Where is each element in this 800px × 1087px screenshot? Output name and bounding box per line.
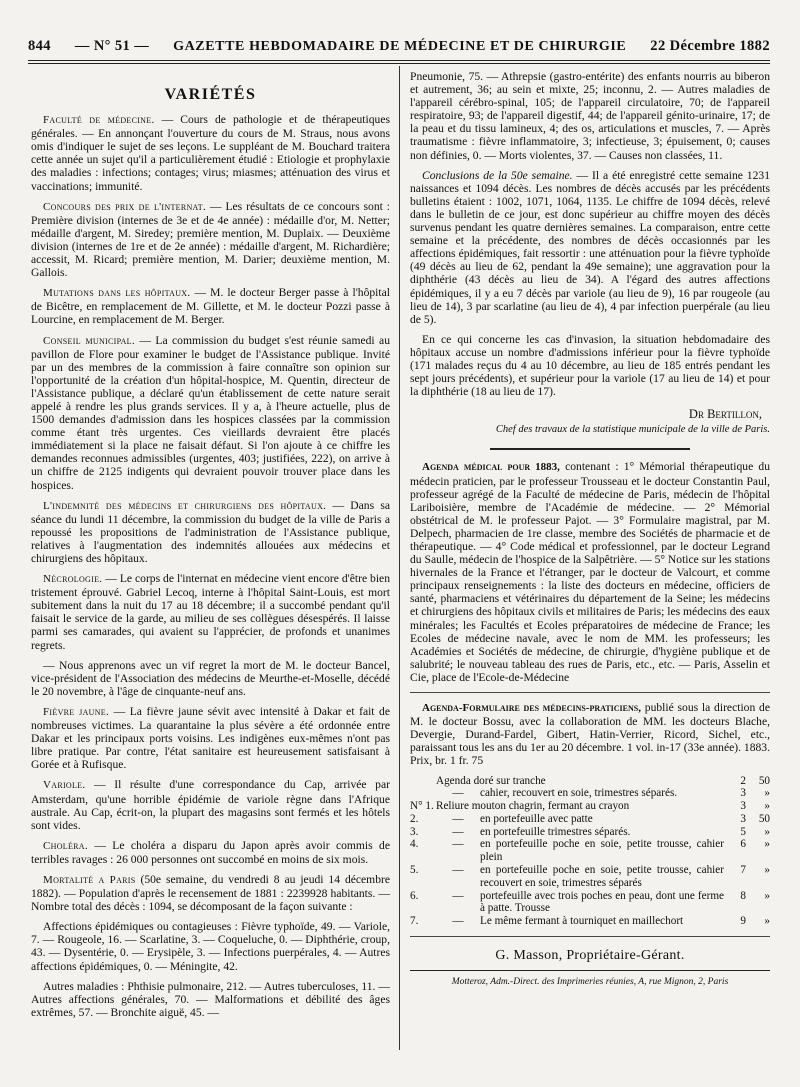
paragraph-concours: Concours des prix de l'internat. — Les résultats de ce concours sont : Première division (internes de 3e et de 4e année) : médaille d'or, M. Netter; médaille d'argent, M. Siredey; première mention, M. Duplaix. — Deuxième division (internes de 1re et de 2e année) : médaille d'argent, M. Richardière; accessit, M. Ricard; première mention, M. Darier; deuxième mention, M. Gallois. <box>31 199 390 280</box>
price-dash: — <box>452 825 464 838</box>
price-dash: — <box>452 915 464 928</box>
price-c: » <box>764 864 770 877</box>
price-no <box>410 775 436 788</box>
price-no: 4. <box>410 838 419 851</box>
price-c: 50 <box>758 774 770 787</box>
price-row <box>410 787 770 800</box>
heading-necrologie: Nécrologie. <box>43 573 103 586</box>
price-dash: — <box>452 787 464 800</box>
price-row <box>410 775 770 788</box>
heading-mutations: Mutations dans les hôpitaux. <box>43 287 191 300</box>
paragraph-pneumonie: Pneumonie, 75. — Athrepsie (gastro-entérite) des enfants nourris au biberon et autrement, 36; au sein et mixte, 25; inconnu, 2. — Autres maladies de l'appareil cérébro-spinal, 105; de l'appareil circulatoire, 70; de l'appareil respiratoire, 93; de l'appareil digestif, 44; de l'appareil génito-urinaire, 17; de la peau et du tissu lamineux, 4; des os, articulations et muscles, 7. — Après traumatisme : fièvre inflammatoire, 3; infectieuse, 3; épuisement, 0; causes non définies, 0. — Morts violentes, 37. — Causes non classées, 11. <box>410 70 770 162</box>
price-p: 9 <box>740 915 746 928</box>
agenda-divider <box>410 692 770 693</box>
heading-conseil: Conseil municipal. <box>43 334 135 347</box>
price-desc: cahier, recouvert en soie, trimestres séparés. <box>480 787 678 800</box>
price-dash: — <box>452 812 464 825</box>
paragraph-mortalite: Mortalité a Paris (50e semaine, du vendredi 8 au jeudi 14 décembre 1882). — Population d'après le recensement de 1881 : 2239928 habitants. — Nombre total des décès : 1094, se décomposant de la façon suivante : <box>31 872 390 914</box>
price-no <box>410 787 436 800</box>
price-p: 2 <box>740 774 746 787</box>
price-c: » <box>764 889 770 902</box>
signature-title: Chef des travaux de la statistique municipale de la ville de Paris. <box>495 424 770 436</box>
paragraph-faculte: Faculté de médecine. — Cours de pathologie et de thérapeutiques générales. — En annonçant l'ouverture du cours de M. Straus, nous avons omis d'indiquer le sujet de ses leçons. Le suppléant de M. Bouchard traitera cette année un sujet qu'il a particulièrement étudié : Etiologie et prophylaxie des maladies : infections; contages; virus; miasmes; atténuation des virus et vaccinations; immunité. <box>31 113 390 193</box>
price-c: » <box>764 787 770 800</box>
paragraph-necrologie: Nécrologie. — Le corps de l'internat en médecine vient encore d'être bien tristement éprouvé. Gabriel Lecoq, interne à l'hôpital Saint-Louis, est mort subitement dans la nuit du 17 au 18 décembre; il a succombé pendant qu'il faisait le service de la garde, au milieu de ses collègues désespérés. Il laisse parmi ses camarades, qui avaient su l'apprécier, de profonds et unanimes regrets. <box>31 572 390 652</box>
header-rule-top <box>28 60 770 61</box>
column-divider <box>399 66 400 1050</box>
section-title: VARIÉTÉS <box>164 86 257 103</box>
price-desc: en portefeuille trimestres séparés. <box>480 825 631 838</box>
price-p: 5 <box>740 825 746 838</box>
paragraph-cholera: Choléra. — Le choléra a disparu du Japon après avoir commis de terribles ravages : 26 000 personnes ont succombé en moins de six mois. <box>31 838 390 866</box>
price-desc: en portefeuille poche en soie, petite trousse, cahier recouvert en soie, trimestres séparés <box>480 864 724 889</box>
price-dash: — <box>452 838 464 851</box>
paragraph-agenda-formulaire: Agenda-Formulaire des médecins-praticiens, publié sous la direction de M. le docteur Bossu, avec la collaboration de MM. les docteurs Blache, Devergie, Durand-Fardel, Gibert, Hatin-Verrier, Ricord, Sichel, etc., paraissant tous les ans du 1er au 20 décembre. 1 vol. in-17 (33e année). 1883. Prix, br. 1 fr. 75 <box>410 701 770 768</box>
price-c: » <box>764 800 770 813</box>
heading-indemnite: L'indemnité des médecins et chirurgiens des hôpitaux. <box>43 499 327 512</box>
price-c: » <box>764 825 770 838</box>
left-column <box>31 70 390 1026</box>
paragraph-affections: Affections épidémiques ou contagieuses : Fièvre typhoïde, 49. — Variole, 7. — Rougeole, 16. — Scarlatine, 3. — Coqueluche, 0. — Diphthérie, croup, 43. — Dysentérie, 0. — Erysipèle, 3. — Infections puerpérales, 4. — Autres affections épidémiques, 0. — Méningite, 42. <box>31 920 390 973</box>
heading-agenda-formulaire: Agenda-Formulaire des médecins-praticiens, <box>422 702 641 715</box>
right-column <box>410 70 770 989</box>
heading-mortalite: Mortalité a Paris <box>43 873 136 886</box>
price-no: N° 1. <box>410 800 434 813</box>
price-no: 3. <box>410 825 419 838</box>
price-row <box>410 826 770 839</box>
price-row <box>410 838 770 864</box>
header-rule-bottom <box>28 63 770 64</box>
heading-conclusions: Conclusions de la 50e semaine. <box>422 168 573 182</box>
price-row <box>410 864 770 890</box>
price-row <box>410 890 770 916</box>
paragraph-conseil: Conseil municipal. — La commission du budget s'est réunie samedi au pavillon de Flore pour examiner le budget de l'Assistance publique. Invité par un des membres de la commission à faire connaître son opinion sur l'opportunité de la création d'un hôpital-hospice, M. Quentin, directeur de l'Assistance publique, a déclaré qu'un établissement de cette nature serait appelé à rendre les plus grands services. Il y a, à l'heure actuelle, plus de 1500 demandes d'admission dans les hospices classées par la commission comme étant très urgentes. Ces vieillards devraient être placés immédiatement si la place ne faisait défaut. Si l'on ajoute à ce chiffre les demandes reconnues admissibles (urgentes, 403; justifiées, 222), on arrive à un chiffre de 2125 indigents qui devraient pouvoir trouver place dans les hospices. <box>31 333 390 492</box>
journal-title: GAZETTE HEBDOMADAIRE DE MÉDECINE ET DE CHIRURGIE <box>173 39 627 54</box>
price-row <box>410 915 770 928</box>
heading-agenda-medical: Agenda médical pour 1883, <box>422 461 560 474</box>
price-no: 5. <box>410 864 419 877</box>
heading-cholera: Choléra. <box>43 839 88 852</box>
price-dash: — <box>452 889 464 902</box>
paragraph-fievre-jaune: Fièvre jaune. — La fièvre jaune sévit avec intensité à Dakar et fait de nombreuses victimes. La quarantaine la plus sévère a été ordonnée entre Dakar et les principaux ports voisins. Les indigènes eux-mêmes n'ont pas libre pratique. Par contre, l'état sanitaire est heureusement satisfaisant à Gorée et à Rufisque. <box>31 704 391 772</box>
price-c: » <box>764 915 770 928</box>
publisher-signature: G. Masson, Propriétaire-Gérant. <box>495 948 685 964</box>
heading-fievre-jaune: Fièvre jaune. <box>43 705 110 718</box>
price-p: 7 <box>740 864 746 877</box>
price-no: 7. <box>410 915 419 928</box>
price-row <box>410 800 770 813</box>
price-p: 6 <box>740 838 746 851</box>
heading-faculte: Faculté de médecine. <box>43 114 155 127</box>
price-list <box>410 775 770 929</box>
base-price: 1 fr. 75 <box>449 754 484 768</box>
price-desc: en portefeuille avec patte <box>480 812 593 825</box>
heading-concours: Concours des prix de l'internat. <box>43 200 206 213</box>
price-p: 8 <box>740 889 746 902</box>
paragraph-invasion: En ce qui concerne les cas d'invasion, la situation hebdomadaire des hôpitaux accuse un nombre d'admissions inférieur pour la fièvre typhoïde (171 malades reçus du 4 au 10 décembre, au lieu de 185 entrés pendant les sept jours précédents), et supérieur pour la variole (17 au lieu de 14) et pour la diphthérie (18 au lieu de 17). <box>410 332 770 399</box>
gerant-divider <box>410 936 770 937</box>
price-p: 3 <box>740 787 746 800</box>
heading-variole: Variole. <box>43 779 86 792</box>
price-row <box>410 813 770 826</box>
issue-date: 22 Décembre 1882 <box>650 38 770 54</box>
page-number: 844 <box>28 38 51 54</box>
price-no: 6. <box>410 889 419 902</box>
paragraph-agenda-medical: Agenda médical pour 1883, contenant : 1° Mémorial thérapeutique du médecin praticien, par le professeur Trousseau et le docteur Constantin Paul, professeur agrégé de la Faculté de médecine de Paris, médecin de l'hôpital Lariboisière, membre de l'Académie de médecine. — 2° Mémorial obstétrical de M. le professeur Pajot. — 3° Formulaire magistral, par M. Delpech, pharmacien de 1re classe, membre des Sociétés de pharmacie et de thérapeutique. — 4° Code médical et professionnel, par le docteur Legrand du Saulle, médecin de l'hospice de la Salpêtrière. — 5° Notice sur les stations hivernales de la France et l'étranger, par le docteur de Valcourt, et comme principaux renseignements : la liste des docteurs en médecine, officiers de santé, pharmaciens et vétérinaires du département de la Seine; les médecins et chirurgiens des hôpitaux civils et militaires de Paris; les médecins des eaux minérales; les Facultés et Ecoles préparatoires de médecine de France; les Ecoles de médecine navale, avec le nom de MM. les professeurs; les Académies et Sociétés de médecine, de chirurgie, d'hygiène publique et de salubrité; le nouveau tableau des rues de Paris, etc., etc. — Paris, Asselin et Cie, place de l'Ecole-de-Médecine <box>410 460 770 684</box>
section-rule <box>490 448 690 450</box>
price-dash: Reliure mouton chagrin, fermant au crayon <box>436 800 630 813</box>
paragraph-autres-maladies: Autres maladies : Phthisie pulmonaire, 212. — Autres tuberculoses, 11. — Autres affections générales, 70. — Malformations et débilité des âges extrêmes, 57. — Bronchite aiguë, 45. — <box>31 979 390 1019</box>
price-dash: Agenda doré sur tranche <box>436 774 546 787</box>
price-c: 50 <box>758 812 770 825</box>
price-dash: — <box>452 864 464 877</box>
price-no: 2. <box>410 812 419 825</box>
paragraph-mutations: Mutations dans les hôpitaux. — M. le docteur Berger passe à l'hôpital de Bicêtre, en remplacement de M. Gillette, et M. le docteur Pozzi passe à Lourcine, en remplacement de M. Berger. <box>31 286 390 327</box>
price-desc: en portefeuille poche en soie, petite trousse, cahier plein <box>480 838 724 864</box>
issue-number: — N° 51 — <box>74 38 150 54</box>
paragraph-variole: Variole. — Il résulte d'une correspondance du Cap, arrivée par Amsterdam, qu'une horrible épidémie de variole règne dans l'Afrique australe. Au Cap, écrit-on, la plupart des magasins sont fermés et les hôtels sont vides. <box>31 778 390 832</box>
price-desc: Le même fermant à tourniquet en maillechort <box>480 915 684 928</box>
printer-footer: Motteroz, Adm.-Direct. des Imprimeries réunies, A, rue Mignon, 2, Paris <box>410 970 770 989</box>
price-c: » <box>764 838 770 851</box>
price-p: 3 <box>740 800 746 813</box>
paragraph-indemnite: L'indemnité des médecins et chirurgiens des hôpitaux. — Dans sa séance du lundi 11 décembre, la commission du budget de la ville de Paris a repoussé les propositions de l'administration de l'Assistance publique, relatives à l'augmentation des indemnités allouées aux médecins et chirurgiens des hôpitaux. <box>31 498 390 565</box>
paragraph-bancel: — Nous apprenons avec un vif regret la mort de M. le docteur Bancel, vice-président de l'Association des médecins de Meurthe-et-Moselle, décédé le 20 novembre, à l'âge de cinquante-neuf ans. <box>31 658 390 698</box>
page-header <box>28 38 770 55</box>
price-p: 3 <box>740 812 746 825</box>
paragraph-conclusions: Conclusions de la 50e semaine. — Il a été enregistré cette semaine 1231 naissances et 1094 décès. Les nombres de décès accusés par les précédents bulletins étaient : 1002, 1071, 1064, 1135. Le chiffre de 1094 décès, relevé dans le bulletin de ce jour, est donc supérieur au chiffre moyen des décès survenus pendant les quatre dernières semaines. La comparaison, entre cette semaine et la précédente, des nombres de décès occasionnés par les affections épidémiques, fait ressortir : une atténuation pour la fièvre typhoïde (49 décès au lieu de 62, pendant la 49e semaine); une aggravation pour la diphthérie (43 décès au lieu de 34). A l'égard des autres affections épidémiques, il y a eu 7 décès par variole (au lieu de 9), 16 par rougeole (au lieu de 14), 3 par scarlatine (au lieu de 4), 4 par infection puerpérale (au lieu de 5). <box>410 168 770 326</box>
price-desc: portefeuille avec trois poches en peau, dont une ferme à patte. Trousse <box>480 889 724 915</box>
signature: Dr Bertillon, <box>688 407 762 422</box>
